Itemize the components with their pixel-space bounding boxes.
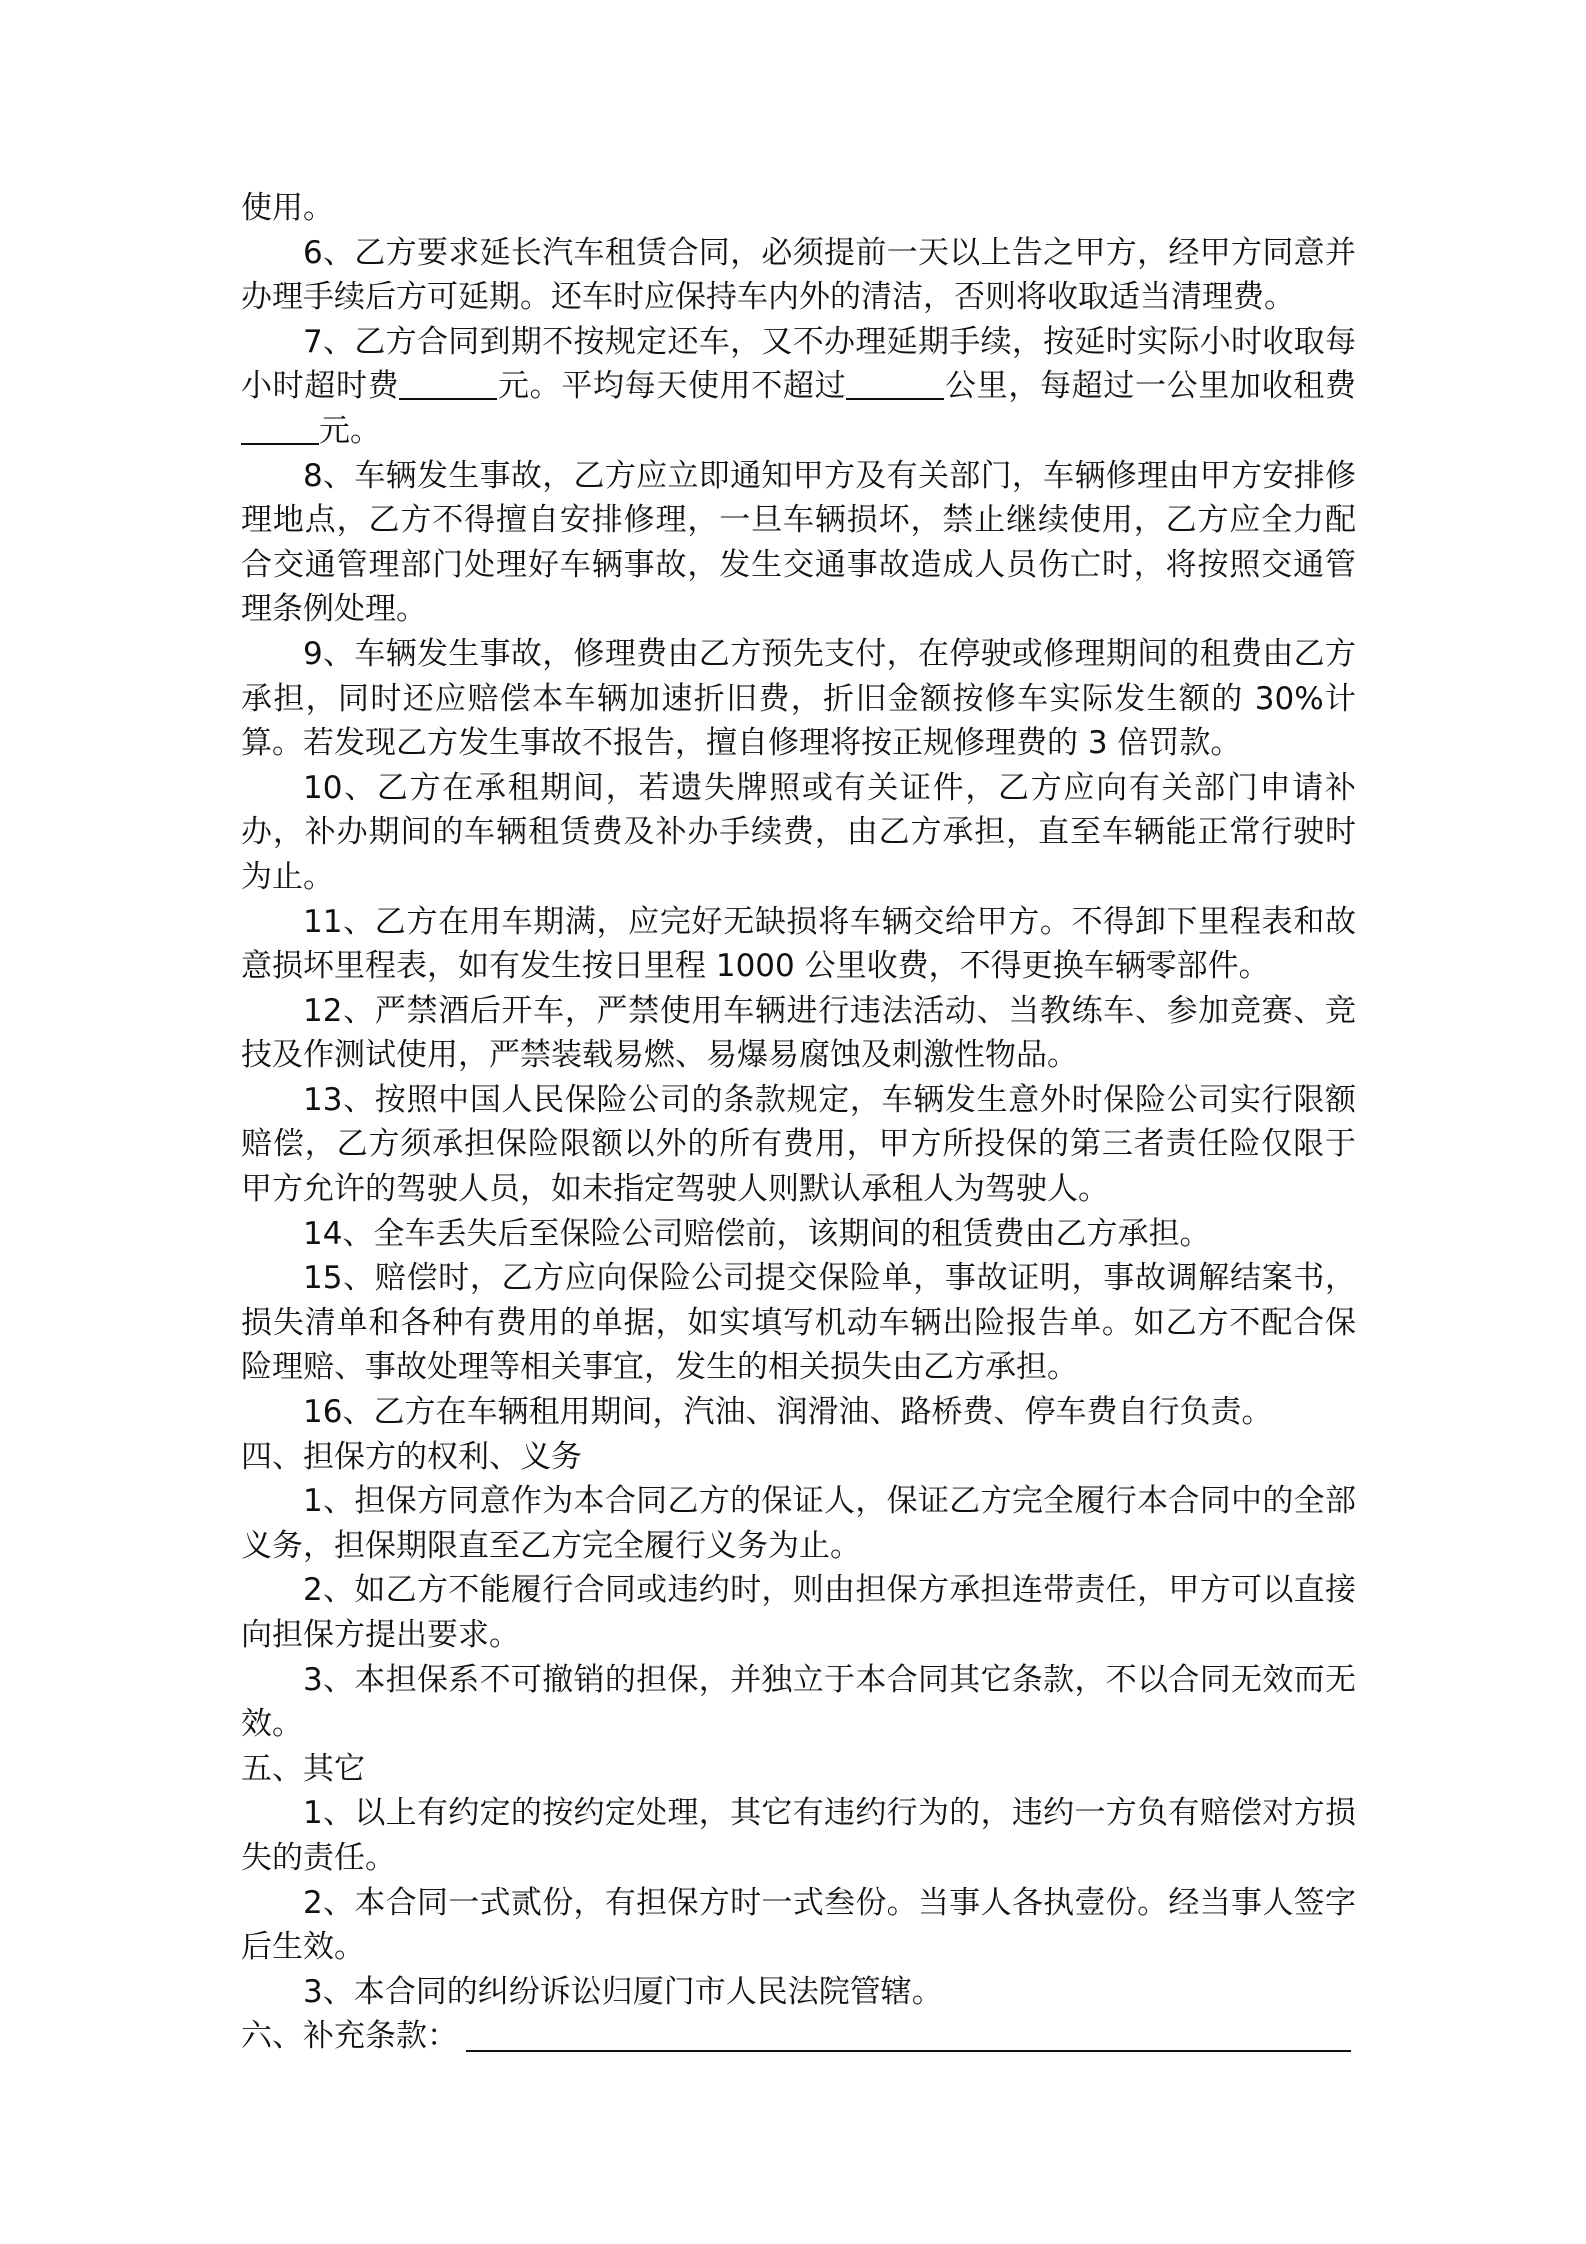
clause-7-text-c: 公里，每超过一公里加收租费 — [944, 368, 1357, 405]
guarantor-clause-1: 1、担保方同意作为本合同乙方的保证人，保证乙方完全履行本合同中的全部义务，担保期限直至乙方完全履行义务为止。 — [241, 1483, 1356, 1564]
other-clause-2: 2、本合同一式贰份，有担保方时一式叁份。当事人各执壹份。经当事人签字后生效。 — [241, 1884, 1356, 1966]
section-heading-guarantor: 四、担保方的权利、义务 — [241, 1438, 582, 1475]
paragraph-continuation: 使用。 — [241, 190, 334, 226]
clause-9: 9、车辆发生事故，修理费由乙方预先支付，在停驶或修理期间的租费由乙方承担，同时还应赔偿本车辆加速折旧费，折旧金额按修车实际发生额的 30%计算。若发现乙方发生事故不报告，擅自修理将按正规修理费的 3 倍罚款。 — [241, 635, 1356, 762]
guarantor-clause-2: 2、如乙方不能履行合同或违约时，则由担保方承担连带责任，甲方可以直接向担保方提出要求。 — [241, 1572, 1356, 1653]
supplementary-terms-blank[interactable] — [466, 2019, 1351, 2052]
clause-14: 14、全车丢失后至保险公司赔偿前，该期间的租赁费由乙方承担。 — [303, 1215, 1211, 1252]
clause-16: 16、乙方在车辆租用期间，汽油、润滑油、路桥费、停车费自行负责。 — [303, 1394, 1273, 1431]
contract-body — [241, 186, 1356, 2059]
supplementary-label: 六、补充条款： — [241, 2018, 458, 2055]
section-heading-supplementary — [241, 2014, 1356, 2059]
clause-7-text-a: 7、乙方合同到期不按规定还车，又不办理延期手续，按延时实际小时收取每小时超时费 — [241, 323, 1356, 405]
extra-km-fee-blank[interactable] — [241, 412, 319, 445]
clause-15: 15、赔偿时，乙方应向保险公司提交保险单，事故证明，事故调解结案书，损失清单和各种有费用的单据，如实填写机动车辆出险报告单。如乙方不配合保险理赔、事故处理等相关事宜，发生的相关损失由乙方承担。 — [241, 1260, 1356, 1386]
clause-7-text-b: 元。平均每天使用不超过 — [497, 368, 847, 405]
daily-km-limit-blank[interactable] — [846, 367, 944, 400]
other-clause-3: 3、本合同的纠纷诉讼归厦门市人民法院管辖。 — [303, 1973, 943, 2010]
section-heading-other: 五、其它 — [241, 1750, 365, 1787]
clause-10: 10、乙方在承租期间，若遗失牌照或有关证件，乙方应向有关部门申请补办，补办期间的车辆租赁费及补办手续费，由乙方承担，直至车辆能正常行驶时为止。 — [241, 769, 1356, 895]
clause-6: 6、乙方要求延长汽车租赁合同，必须提前一天以上告之甲方，经甲方同意并办理手续后方可延期。还车时应保持车内外的清洁，否则将收取适当清理费。 — [241, 234, 1356, 316]
clause-13: 13、按照中国人民保险公司的条款规定，车辆发生意外时保险公司实行限额赔偿，乙方须承担保险限额以外的所有费用，甲方所投保的第三者责任险仅限于甲方允许的驾驶人员，如未指定驾驶人则默认承租人为驾驶人。 — [241, 1081, 1356, 1208]
guarantor-clause-3: 3、本担保系不可撤销的担保，并独立于本合同其它条款，不以合同无效而无效。 — [241, 1661, 1356, 1743]
overtime-fee-blank[interactable] — [399, 367, 497, 400]
clause-12: 12、严禁酒后开车，严禁使用车辆进行违法活动、当教练车、参加竞赛、竞技及作测试使用，严禁装载易燃、易爆易腐蚀及刺激性物品。 — [241, 992, 1356, 1074]
clause-8: 8、车辆发生事故，乙方应立即通知甲方及有关部门，车辆修理由甲方安排修理地点，乙方不得擅自安排修理，一旦车辆损坏，禁止继续使用，乙方应全力配合交通管理部门处理好车辆事故，发生交通事故造成人员伤亡时，将按照交通管理条例处理。 — [241, 457, 1356, 628]
clause-7-text-d: 元。 — [319, 412, 381, 449]
clause-11: 11、乙方在用车期满，应完好无缺损将车辆交给甲方。不得卸下里程表和故意损坏里程表，如有发生按日里程 1000 公里收费，不得更换车辆零部件。 — [241, 903, 1356, 985]
clause-7 — [241, 320, 1356, 454]
other-clause-1: 1、以上有约定的按约定处理，其它有违约行为的，违约一方负有赔偿对方损失的责任。 — [241, 1795, 1356, 1876]
